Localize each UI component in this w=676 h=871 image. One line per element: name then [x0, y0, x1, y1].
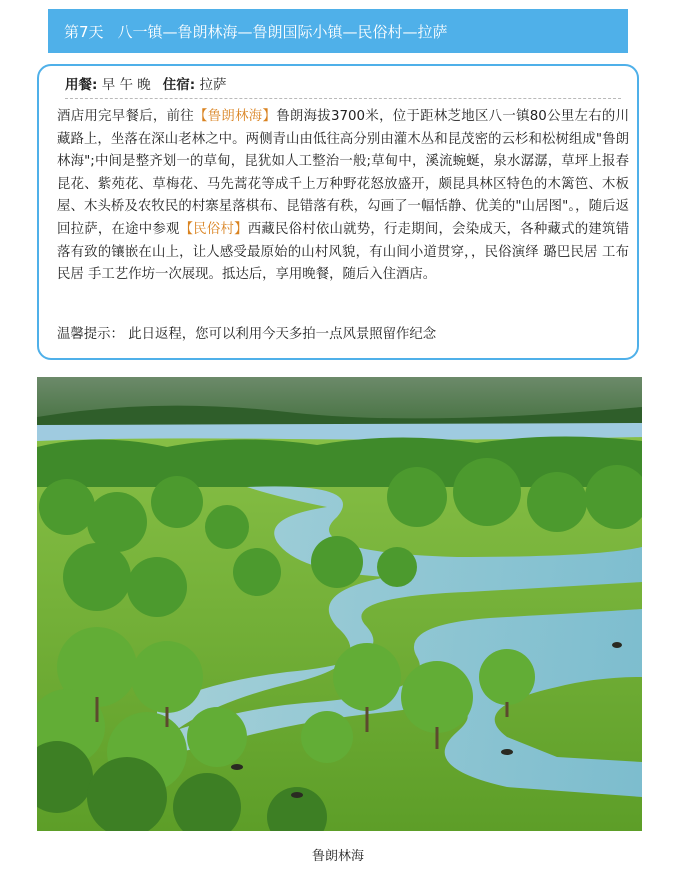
description-part-3: 西藏民俗村依山就势，行走期间，会染成天，各种藏式的建筑错落有致的镶嵌在山上，让人感受最原始的山村风貌，有山间小道贯穿，，民俗演绎 璐巴民居 工布民居 手工艺作坊一次展现。抵达后，享用晚餐，随后入住酒店。 — [57, 221, 630, 283]
meals-label: 用餐: — [65, 77, 98, 93]
description-part-2: 鲁朗海拔3700米，位于距林芝地区八一镇80公里左右的川藏路上，坐落在深山老林之中。两侧青山由低往高分别由灌木丛和昆茂密的云杉和松树组成"鲁朗林海";中间是整齐划一的草甸，昆犹如人工整治一般;草甸中，溪流蜿蜒，泉水潺潺，草坪上报春昆花、紫苑花、草梅花、马先蒿花等成千上万种野花怒放盛开，颇昆具林区特色的木篱笆、木板屋、木头桥及农牧民的村寨星落棋布、昆错落有秩，勾画了一幅恬静、优美的"山居图"。，随后返回拉萨，在途中参观 — [57, 109, 630, 237]
landscape-photo — [37, 377, 642, 831]
day-header — [48, 9, 628, 53]
lodging-label: 住宿: — [162, 77, 196, 93]
meals-value: 早 午 晚 — [101, 77, 151, 93]
day-info-card — [37, 64, 639, 360]
travel-tip: 温馨提示： 此日返程，您可以利用今天多拍一点风景照留作纪念 — [57, 327, 437, 342]
meals-lodging-row — [65, 72, 621, 99]
attraction-link-folk-village[interactable]: 【民俗村】 — [179, 221, 248, 237]
lodging-value: 拉萨 — [199, 77, 227, 93]
day-route: 八一镇—鲁朗林海—鲁朗国际小镇—民俗村—拉萨 — [117, 22, 448, 41]
description-part-1: 酒店用完早餐后，前往 — [57, 109, 194, 124]
itinerary-description — [57, 106, 629, 287]
day-number: 第7天 — [64, 22, 104, 41]
attraction-link-lulang-forest[interactable]: 【鲁朗林海】 — [194, 109, 277, 124]
photo-caption: 鲁朗林海 — [311, 849, 364, 864]
